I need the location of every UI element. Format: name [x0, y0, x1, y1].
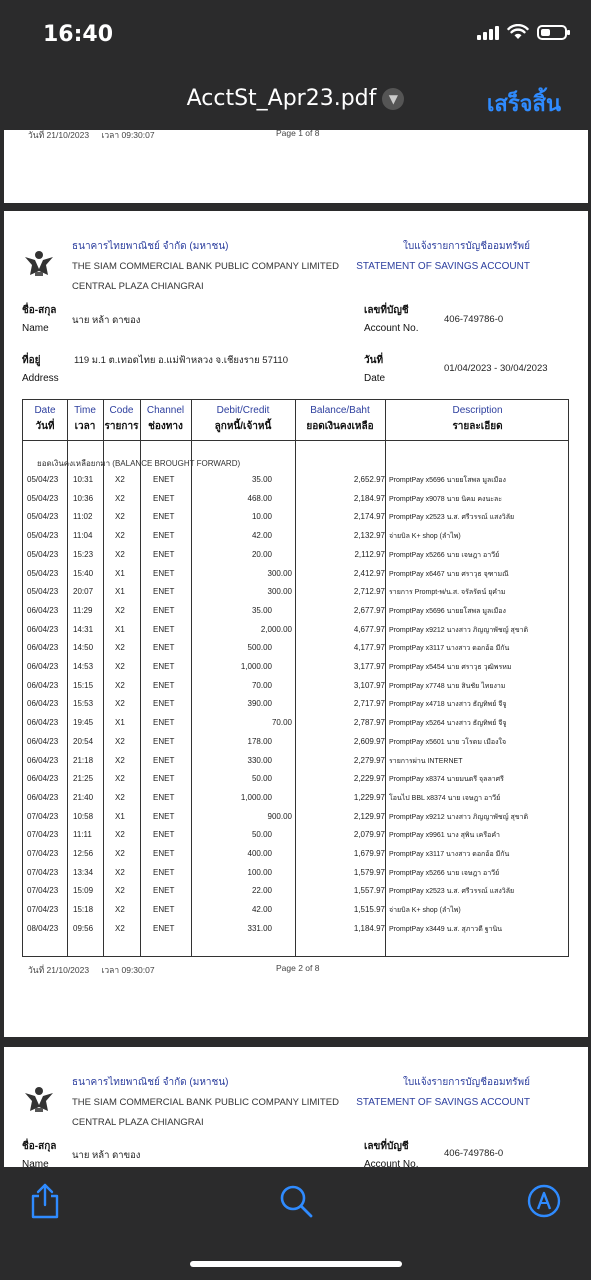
row-balance: 2,712.97 — [353, 587, 385, 597]
row-channel: ENET — [153, 549, 175, 559]
bottom-toolbar — [0, 1167, 591, 1280]
statement-title-english: STATEMENT OF SAVINGS ACCOUNT — [356, 261, 530, 272]
row-code: X1 — [115, 811, 125, 821]
nav-bar — [0, 70, 591, 130]
row-time: 09:56 — [73, 923, 94, 933]
row-channel: ENET — [153, 624, 175, 634]
pdf-page-3 — [4, 1047, 588, 1167]
row-balance: 4,677.97 — [353, 624, 385, 634]
branch-name: CENTRAL PLAZA CHIANGRAI — [72, 281, 204, 292]
row-code: X2 — [115, 774, 125, 784]
row-code: X2 — [115, 905, 125, 915]
row-description: PromptPay x5454 นาย ศราวุธ วุฒิพรหม — [389, 664, 512, 671]
bank-name-english: THE SIAM COMMERCIAL BANK PUBLIC COMPANY LIMITED — [72, 261, 339, 272]
row-date: 05/04/23 — [27, 587, 59, 597]
row-date: 06/04/23 — [27, 718, 59, 728]
bank-name-english: THE SIAM COMMERCIAL BANK PUBLIC COMPANY LIMITED — [72, 1097, 339, 1108]
row-description: PromptPay x5696 นายยโสพล มูลเมือง — [389, 607, 506, 615]
row-code: X2 — [115, 493, 125, 503]
row-date: 07/04/23 — [27, 811, 59, 821]
row-channel: ENET — [153, 587, 175, 597]
row-date: 05/04/23 — [27, 531, 59, 541]
account-number: 406-749786-0 — [444, 1148, 504, 1159]
address-label: Address — [22, 373, 59, 384]
row-time: 20:54 — [73, 736, 94, 746]
row-description: PromptPay x7748 นาย สินชัย ไทยงาม — [389, 682, 506, 690]
row-balance: 1,679.97 — [353, 849, 385, 858]
row-channel: ENET — [153, 736, 175, 746]
row-description: รายการผ่าน INTERNET — [389, 757, 463, 765]
row-time: 15:53 — [73, 699, 94, 709]
row-amount: 50.00 — [251, 774, 272, 784]
row-balance: 1,184.97 — [353, 923, 385, 933]
row-amount: 330.00 — [247, 755, 272, 765]
search-icon[interactable] — [276, 1181, 316, 1221]
footer-date: วันที่ 21/10/2023 — [28, 965, 90, 975]
name-label: Name — [22, 1159, 49, 1167]
row-description: จ่ายบิล K+ shop (ลำไพ) — [389, 533, 461, 541]
row-time: 14:50 — [73, 643, 94, 653]
row-date: 05/04/23 — [27, 549, 59, 559]
row-balance: 2,652.97 — [353, 475, 385, 484]
account-holder-name: นาย หล้า ดาของ — [72, 1150, 141, 1161]
row-amount: 70.00 — [271, 718, 292, 728]
row-description: PromptPay x4718 นางสาว ธัญทิพย์ จีจู — [389, 701, 507, 709]
row-balance: 2,174.97 — [353, 512, 385, 522]
row-date: 08/04/23 — [27, 923, 59, 933]
battery-icon — [537, 25, 567, 40]
table-row — [23, 827, 570, 846]
done-button[interactable]: เสร็จสิ้น — [486, 91, 561, 116]
row-time: 21:18 — [73, 755, 94, 765]
row-description: PromptPay x5264 นางสาว ธัญทิพย์ จีจู — [389, 720, 507, 728]
row-balance: 1,557.97 — [353, 886, 385, 896]
row-balance: 4,177.97 — [353, 643, 385, 653]
row-time: 11:11 — [73, 830, 92, 840]
row-description: PromptPay x5696 นายยโสพล มูลเมือง — [389, 477, 506, 484]
statement-title-thai: ใบแจ้งรายการบัญชีออมทรัพย์ — [403, 1077, 530, 1088]
account-label: Account No. — [364, 323, 419, 334]
pdf-page-1 — [4, 130, 588, 203]
row-code: X2 — [115, 643, 125, 653]
garuda-emblem-icon — [22, 247, 56, 277]
row-channel: ENET — [153, 830, 175, 840]
row-description: โอนไป BBL x8374 นาย เจษฎา อาวีย์ — [389, 794, 501, 802]
footer-page: Page 1 of 8 — [276, 130, 320, 138]
row-code: X2 — [115, 867, 125, 877]
row-time: 11:29 — [73, 605, 93, 615]
row-channel: ENET — [153, 867, 175, 877]
row-date: 07/04/23 — [27, 886, 59, 896]
row-code: X1 — [115, 624, 125, 634]
row-balance: 2,787.97 — [353, 718, 385, 728]
row-time: 21:40 — [73, 792, 94, 802]
row-date: 07/04/23 — [27, 849, 59, 858]
row-balance: 2,609.97 — [353, 736, 385, 746]
table-row — [23, 715, 570, 734]
table-row — [23, 566, 570, 585]
markup-icon[interactable] — [524, 1181, 564, 1221]
account-label-thai: เลขที่บัญชี — [364, 305, 409, 316]
row-code: X2 — [115, 849, 125, 858]
row-amount: 70.00 — [251, 680, 272, 690]
statement-period: 01/04/2023 - 30/04/2023 — [444, 363, 548, 374]
table-row — [23, 809, 570, 828]
row-channel: ENET — [153, 811, 175, 821]
row-channel: ENET — [153, 680, 175, 690]
row-description: PromptPay x5601 นาย วโรดม เมืองใจ — [389, 738, 507, 746]
row-code: X2 — [115, 886, 125, 896]
row-time: 10:58 — [73, 811, 94, 821]
home-indicator — [190, 1261, 402, 1267]
row-time: 11:02 — [73, 512, 93, 522]
row-code: X1 — [115, 568, 125, 578]
table-row — [23, 640, 570, 659]
row-balance: 2,717.97 — [353, 699, 385, 709]
table-row — [23, 491, 570, 510]
transactions-table — [22, 399, 569, 957]
account-label-thai: เลขที่บัญชี — [364, 1141, 409, 1152]
footer-time: เวลา 09:30:07 — [101, 130, 155, 140]
table-row — [23, 790, 570, 809]
row-amount: 10.00 — [251, 512, 272, 522]
row-channel: ENET — [153, 886, 175, 896]
row-balance: 2,129.97 — [353, 811, 385, 821]
header-debit-credit: Debit/Credit ลูกหนี้/เจ้าหนี้ — [214, 405, 272, 432]
cellular-signal-icon — [477, 24, 499, 40]
header-time: Time เวลา — [74, 405, 96, 432]
row-amount: 22.00 — [251, 886, 272, 896]
row-channel: ENET — [153, 718, 175, 728]
row-channel: ENET — [153, 475, 175, 484]
name-label-thai: ชื่อ-สกุล — [22, 305, 57, 316]
page-footer — [28, 963, 320, 977]
document-title: AcctSt_Apr23.pdf — [186, 86, 377, 111]
row-description: PromptPay x2523 น.ส. ศรีวรรณ์ แสงวิลัย — [389, 888, 515, 896]
row-balance: 3,177.97 — [353, 662, 385, 671]
name-label-thai: ชื่อ-สกุล — [22, 1141, 57, 1152]
row-description: PromptPay x9078 นาย นิคม คงนะละ — [389, 495, 503, 503]
bank-name-thai: ธนาคารไทยพาณิชย์ จำกัด (มหาชน) — [72, 1077, 229, 1088]
row-time: 19:45 — [73, 718, 94, 728]
garuda-emblem-icon — [22, 1083, 56, 1113]
row-balance: 1,229.97 — [353, 792, 385, 802]
row-description: PromptPay x8374 นายมนตรี จุลลาศรี — [389, 776, 504, 784]
row-code: X1 — [115, 718, 125, 728]
table-row — [23, 696, 570, 715]
row-amount: 390.00 — [247, 699, 272, 709]
header-description: Description รายละเอียด — [452, 405, 503, 432]
row-amount: 42.00 — [251, 905, 272, 915]
pdf-page-2 — [4, 211, 588, 1037]
row-description: PromptPay x2523 น.ส. ศรีวรรณ์ แสงวิลัย — [389, 514, 515, 522]
row-code: X2 — [115, 699, 125, 709]
row-amount: 178.00 — [247, 736, 272, 746]
row-channel: ENET — [153, 699, 175, 709]
row-code: X2 — [115, 830, 125, 840]
statement-title-thai: ใบแจ้งรายการบัญชีออมทรัพย์ — [403, 241, 530, 252]
row-date: 06/04/23 — [27, 774, 59, 784]
row-channel: ENET — [153, 662, 175, 671]
row-balance: 2,677.97 — [353, 605, 385, 615]
row-code: X2 — [115, 662, 125, 671]
row-description: PromptPay x9212 นางสาว ภิญญาพัชญ์ สุขาติ — [389, 813, 529, 821]
footer-page: Page 2 of 8 — [276, 963, 320, 973]
footer-date: วันที่ 21/10/2023 — [28, 130, 90, 140]
row-channel: ENET — [153, 568, 175, 578]
row-balance: 2,132.97 — [353, 531, 385, 541]
header-date: Date วันที่ — [34, 405, 56, 432]
row-date: 06/04/23 — [27, 755, 59, 765]
row-time: 14:31 — [73, 624, 94, 634]
footer-time: เวลา 09:30:07 — [101, 965, 155, 975]
date-label: Date — [364, 373, 386, 384]
row-amount: 50.00 — [251, 830, 272, 840]
row-amount: 500.00 — [247, 643, 272, 653]
row-channel: ENET — [153, 774, 175, 784]
row-amount: 35.00 — [251, 475, 272, 484]
row-code: X1 — [115, 587, 125, 597]
row-time: 15:15 — [73, 680, 94, 690]
row-date: 06/04/23 — [27, 680, 59, 690]
row-date: 05/04/23 — [27, 512, 59, 522]
table-row — [23, 753, 570, 772]
table-row — [23, 659, 570, 678]
row-amount: 1,000.00 — [240, 662, 272, 671]
row-date: 05/04/23 — [27, 493, 59, 503]
row-balance: 2,112.97 — [354, 549, 385, 559]
row-time: 11:04 — [73, 531, 93, 541]
row-date: 07/04/23 — [27, 830, 59, 840]
account-number: 406-749786-0 — [444, 314, 504, 325]
row-time: 14:53 — [73, 662, 94, 671]
table-row — [23, 865, 570, 884]
row-date: 06/04/23 — [27, 736, 59, 746]
table-row — [23, 584, 570, 603]
header-channel: Channel ช่องทาง — [146, 405, 185, 432]
row-date: 06/04/23 — [27, 624, 59, 634]
row-code: X2 — [115, 549, 125, 559]
row-channel: ENET — [153, 643, 175, 653]
row-time: 15:18 — [73, 905, 94, 915]
row-balance: 2,184.97 — [353, 493, 385, 503]
row-amount: 468.00 — [247, 493, 272, 503]
name-label: Name — [22, 323, 49, 334]
address-value: 119 ม.1 ต.เทอดไทย อ.แม่ฟ้าหลวง จ.เชียงราย 57110 — [74, 355, 288, 366]
row-channel: ENET — [153, 512, 175, 522]
table-row — [23, 678, 570, 697]
address-label-thai: ที่อยู่ — [22, 355, 41, 366]
status-bar — [0, 0, 591, 70]
date-label-thai: วันที่ — [364, 355, 384, 366]
row-balance: 1,515.97 — [353, 905, 385, 915]
table-row — [23, 883, 570, 902]
row-date: 06/04/23 — [27, 643, 59, 653]
row-date: 06/04/23 — [27, 699, 59, 709]
header-code: Code รายการ — [104, 405, 139, 432]
row-balance: 2,079.97 — [353, 830, 385, 840]
row-date: 06/04/23 — [27, 792, 59, 802]
row-balance: 2,412.97 — [353, 568, 385, 578]
row-description: จ่ายบิล K+ shop (ลำไพ) — [389, 907, 461, 915]
row-code: X2 — [115, 680, 125, 690]
wifi-icon — [507, 24, 529, 40]
status-time: 16:40 — [43, 22, 114, 47]
row-channel: ENET — [153, 605, 175, 615]
account-label: Account No. — [364, 1159, 419, 1167]
row-date: 07/04/23 — [27, 867, 59, 877]
row-time: 15:09 — [73, 886, 94, 896]
share-icon[interactable] — [25, 1181, 65, 1221]
row-amount: 35.00 — [251, 605, 272, 615]
table-row — [23, 921, 570, 940]
table-row — [23, 846, 570, 865]
table-row — [23, 902, 570, 921]
row-amount: 300.00 — [267, 568, 292, 578]
row-date: 06/04/23 — [27, 605, 59, 615]
table-row — [23, 603, 570, 622]
row-code: X2 — [115, 605, 125, 615]
row-channel: ENET — [153, 792, 175, 802]
row-description: PromptPay x5266 นาย เจษฎา อาวีย์ — [389, 551, 500, 559]
bank-name-thai: ธนาคารไทยพาณิชย์ จำกัด (มหาชน) — [72, 241, 229, 252]
row-code: X2 — [115, 923, 125, 933]
row-amount: 2,000.00 — [260, 624, 292, 634]
page-footer — [28, 130, 320, 142]
row-code: X2 — [115, 755, 125, 765]
row-description: รายการ Prompt-พ/น.ส. จรัลรัตน์ ยุคำม — [389, 589, 506, 597]
row-amount: 42.00 — [251, 531, 272, 541]
chevron-down-icon: ▼ — [382, 88, 404, 110]
row-balance: 2,279.97 — [353, 755, 385, 765]
table-row — [23, 734, 570, 753]
row-amount: 100.00 — [247, 867, 272, 877]
header-balance: Balance/Baht ยอดเงินคงเหลือ — [306, 405, 374, 432]
branch-name: CENTRAL PLAZA CHIANGRAI — [72, 1117, 204, 1128]
row-balance: 1,579.97 — [353, 867, 385, 877]
row-time: 10:36 — [73, 493, 94, 503]
row-balance: 2,229.97 — [353, 774, 385, 784]
row-amount: 331.00 — [247, 923, 272, 933]
row-description: PromptPay x3117 นางสาว ดอกอ้อ มีกัน — [389, 851, 510, 858]
row-date: 05/04/23 — [27, 568, 59, 578]
statement-title-english: STATEMENT OF SAVINGS ACCOUNT — [356, 1097, 530, 1108]
row-code: X2 — [115, 475, 125, 484]
account-holder-name: นาย หล้า ดาของ — [72, 315, 141, 326]
row-amount: 300.00 — [267, 587, 292, 597]
table-row — [23, 528, 570, 547]
row-channel: ENET — [153, 531, 175, 541]
row-amount: 400.00 — [247, 849, 272, 858]
row-code: X2 — [115, 531, 125, 541]
row-time: 10:31 — [73, 475, 94, 484]
table-row — [23, 509, 570, 528]
row-time: 15:40 — [73, 568, 94, 578]
row-date: 07/04/23 — [27, 905, 59, 915]
row-description: PromptPay x3117 นางสาว ดอกอ้อ มีกัน — [389, 645, 510, 653]
row-description: PromptPay x9961 นาง สุพิน เครือคำ — [389, 832, 500, 840]
table-row — [23, 472, 570, 491]
row-date: 06/04/23 — [27, 662, 59, 671]
row-code: X2 — [115, 512, 125, 522]
row-code: X2 — [115, 792, 125, 802]
row-amount: 900.00 — [267, 811, 292, 821]
row-channel: ENET — [153, 849, 175, 858]
row-description: PromptPay x3449 น.ส. สุภาวดี ฐานิน — [389, 925, 503, 933]
table-row — [23, 622, 570, 641]
row-channel: ENET — [153, 923, 175, 933]
row-time: 15:23 — [73, 549, 94, 559]
row-time: 21:25 — [73, 774, 94, 784]
row-channel: ENET — [153, 905, 175, 915]
table-row — [23, 771, 570, 790]
row-balance: 3,107.97 — [353, 680, 385, 690]
row-amount: 20.00 — [251, 549, 272, 559]
row-amount: 1,000.00 — [240, 792, 272, 802]
row-channel: ENET — [153, 493, 175, 503]
row-time: 12:56 — [73, 849, 94, 858]
row-description: PromptPay x5266 นาย เจษฎา อาวีย์ — [389, 869, 500, 877]
status-icons — [477, 24, 567, 40]
row-description: PromptPay x9212 นางสาว ภิญญาพัชญ์ สุขาติ — [389, 626, 529, 634]
row-date: 05/04/23 — [27, 475, 59, 484]
row-time: 13:34 — [73, 867, 94, 877]
table-row — [23, 547, 570, 566]
row-time: 20:07 — [73, 587, 94, 597]
balance-brought-forward: ยอดเงินคงเหลือยกมา (BALANCE BROUGHT FORWARD) — [37, 459, 241, 468]
row-code: X2 — [115, 736, 125, 746]
row-description: PromptPay x6467 นาย ศราวุธ จุฑามณี — [389, 570, 509, 578]
row-channel: ENET — [153, 755, 175, 765]
